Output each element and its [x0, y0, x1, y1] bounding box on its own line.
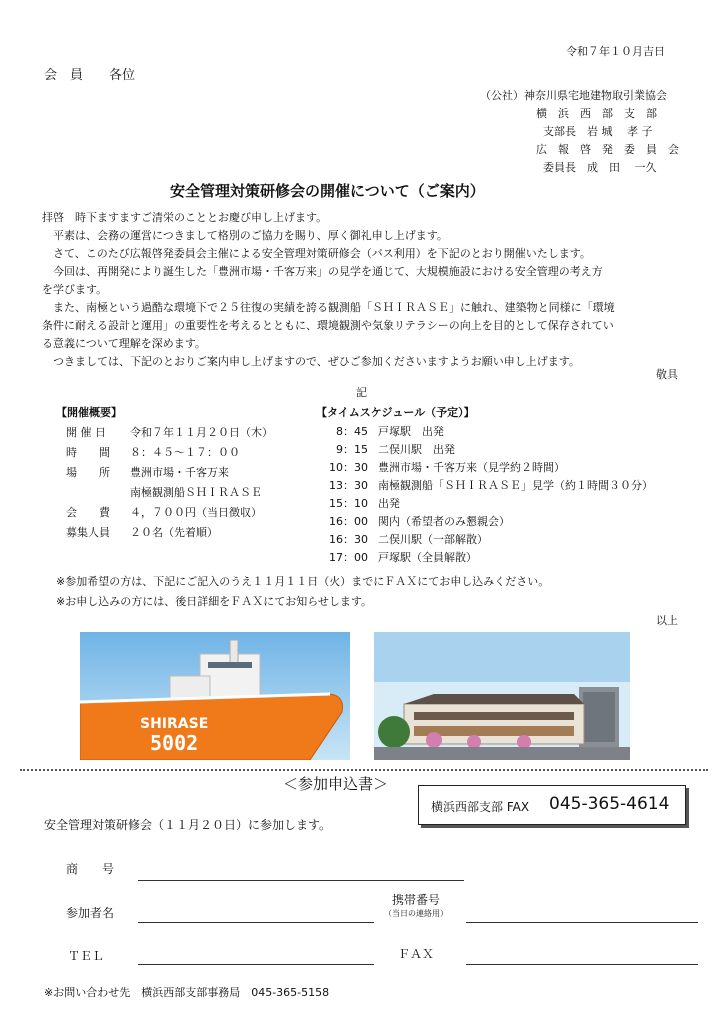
contact-info: ※お問い合わせ先 横浜西部支部事務局 045-365-5158	[44, 986, 330, 999]
schedule-heading: 【タイムスケジュール（予定）】	[316, 406, 475, 419]
body-line: る意義について理解を深めます。	[42, 337, 206, 350]
mobile-sub-label: （当日の連絡用）	[384, 909, 448, 918]
mobile-label: 携帯番号	[392, 893, 441, 907]
body-line: つきましては、下記のとおりご案内申し上げますので、ぜひご参加くださいますようお願い申し上げます。	[42, 355, 580, 368]
overview-value: 豊洲市場・千客万来	[130, 466, 229, 479]
participant-field[interactable]	[138, 922, 374, 923]
sender-chair: 委員長 成 田 一久	[543, 161, 657, 174]
note-line: ※お申し込みの方には、後日詳細をＦＡＸにてお知らせします。	[56, 595, 373, 608]
body-line: を学びます。	[42, 283, 108, 296]
ki-mark: 記	[356, 386, 367, 399]
schedule-time: 9：15	[336, 443, 368, 456]
mobile-field[interactable]	[466, 922, 698, 923]
sender-branch: 横 浜 西 部 支 部	[536, 107, 657, 120]
form-statement: 安全管理対策研修会（１１月２０日）に参加します。	[44, 818, 332, 832]
recipient: 会 員 各位	[44, 68, 136, 83]
sender-committee: 広 報 啓 発 委 員 会	[536, 143, 679, 156]
schedule-event: 二俣川駅 出発	[378, 443, 455, 456]
fax-field-label: ＦＡＸ	[398, 947, 435, 961]
shirase-ship-illustration	[80, 632, 350, 760]
tel-label: ＴＥＬ	[68, 949, 105, 963]
cut-line	[20, 769, 708, 771]
fax-box	[418, 785, 686, 825]
sender-org: （公社）神奈川県宅地建物取引業協会	[480, 89, 667, 102]
schedule-time: 8：45	[336, 425, 368, 438]
overview-heading: 【開催概要】	[56, 406, 122, 419]
schedule-event: 南極観測船「ＳＨＩＲＡＳＥ」見学（約１時間３０分）	[378, 479, 653, 492]
fax-box-label: 横浜西部支部 FAX	[431, 800, 530, 814]
body-line: 平素は、会務の運営につきまして格別のご協力を賜り、厚く御礼申し上げます。	[42, 229, 448, 242]
issue-date: 令和７年１０月吉日	[566, 45, 665, 58]
market-photo	[374, 632, 630, 760]
schedule-time: 15：10	[329, 497, 368, 510]
overview-value: 令和７年１１月２０日（木）	[130, 426, 273, 439]
form-title: ＜参加申込書＞	[283, 775, 389, 793]
schedule-time: 10：30	[329, 461, 368, 474]
participant-label: 参加者名	[66, 906, 115, 920]
schedule-time: 17：00	[329, 551, 368, 564]
schedule-time: 13：30	[329, 479, 368, 492]
schedule-event: 出発	[378, 497, 400, 510]
schedule-event: 戸塚駅 出発	[378, 425, 444, 438]
body-line: 今回は、再開発により誕生した「豊洲市場・千客万来」の見学を通じて、大規模施設における安全管理の考え方	[42, 265, 603, 278]
market-building-illustration	[374, 632, 630, 760]
body-line: また、南極という過酷な環境下で２５往復の実績を誇る観測船「ＳＨＩＲＡＳＥ」に触れ、建築物と同様に「環境	[42, 301, 615, 314]
ship-name-text: SHIRASE	[140, 716, 209, 732]
overview-label: 開 催 日	[66, 426, 106, 439]
overview-label: 時 間	[66, 446, 110, 459]
note-line: ※参加希望の方は、下記にご記入のうえ１１月１１日（火）までにＦＡＸにてお申し込みください。	[56, 575, 550, 588]
body-line: さて、このたび広報啓発委員会主催による安全管理対策研修会（バス利用）を下記のとおり開催いたします。	[42, 247, 591, 260]
overview-label: 場 所	[66, 466, 110, 479]
schedule-event: 豊洲市場・千客万来（見学約２時間）	[378, 461, 565, 474]
body-line: 条件に耐える設計と運用」の重要性を考えるとともに、環境観測や気象リテラシーの向上を目的として保存されてい	[42, 319, 614, 332]
closing-ijo: 以上	[656, 614, 678, 627]
schedule-event: 戸塚駅（全員解散）	[378, 551, 477, 564]
schedule-time: 16：00	[329, 515, 368, 528]
schedule-event: 関内（希望者のみ懇親会）	[378, 515, 510, 528]
overview-value: 南極観測船ＳＨＩＲＡＳＥ	[130, 486, 262, 499]
company-label: 商 号	[66, 862, 115, 876]
schedule-time: 16：30	[329, 533, 368, 546]
body-line: 拝啓 時下ますますご清栄のこととお慶び申し上げます。	[42, 211, 328, 224]
fax-box-number: 045-365-4614	[549, 794, 670, 814]
overview-value: ４，７００円（当日徴収）	[130, 506, 262, 519]
overview-label: 会 費	[66, 506, 110, 519]
tel-field[interactable]	[138, 964, 374, 965]
closing-keigu: 敬具	[656, 368, 678, 381]
document-title: 安全管理対策研修会の開催について（ご案内）	[170, 182, 485, 200]
ship-number-text: 5002	[150, 731, 199, 755]
fax-field[interactable]	[466, 964, 698, 965]
company-field[interactable]	[138, 880, 464, 881]
sender-branch-head: 支部長 岩 城 孝 子	[543, 125, 653, 138]
overview-value: ２０名（先着順）	[130, 526, 218, 539]
overview-label: 募集人員	[66, 526, 110, 539]
overview-value: ８：４５～１７：００	[130, 446, 240, 459]
ship-photo	[80, 632, 350, 760]
schedule-event: 二俣川駅（一部解散）	[378, 533, 488, 546]
